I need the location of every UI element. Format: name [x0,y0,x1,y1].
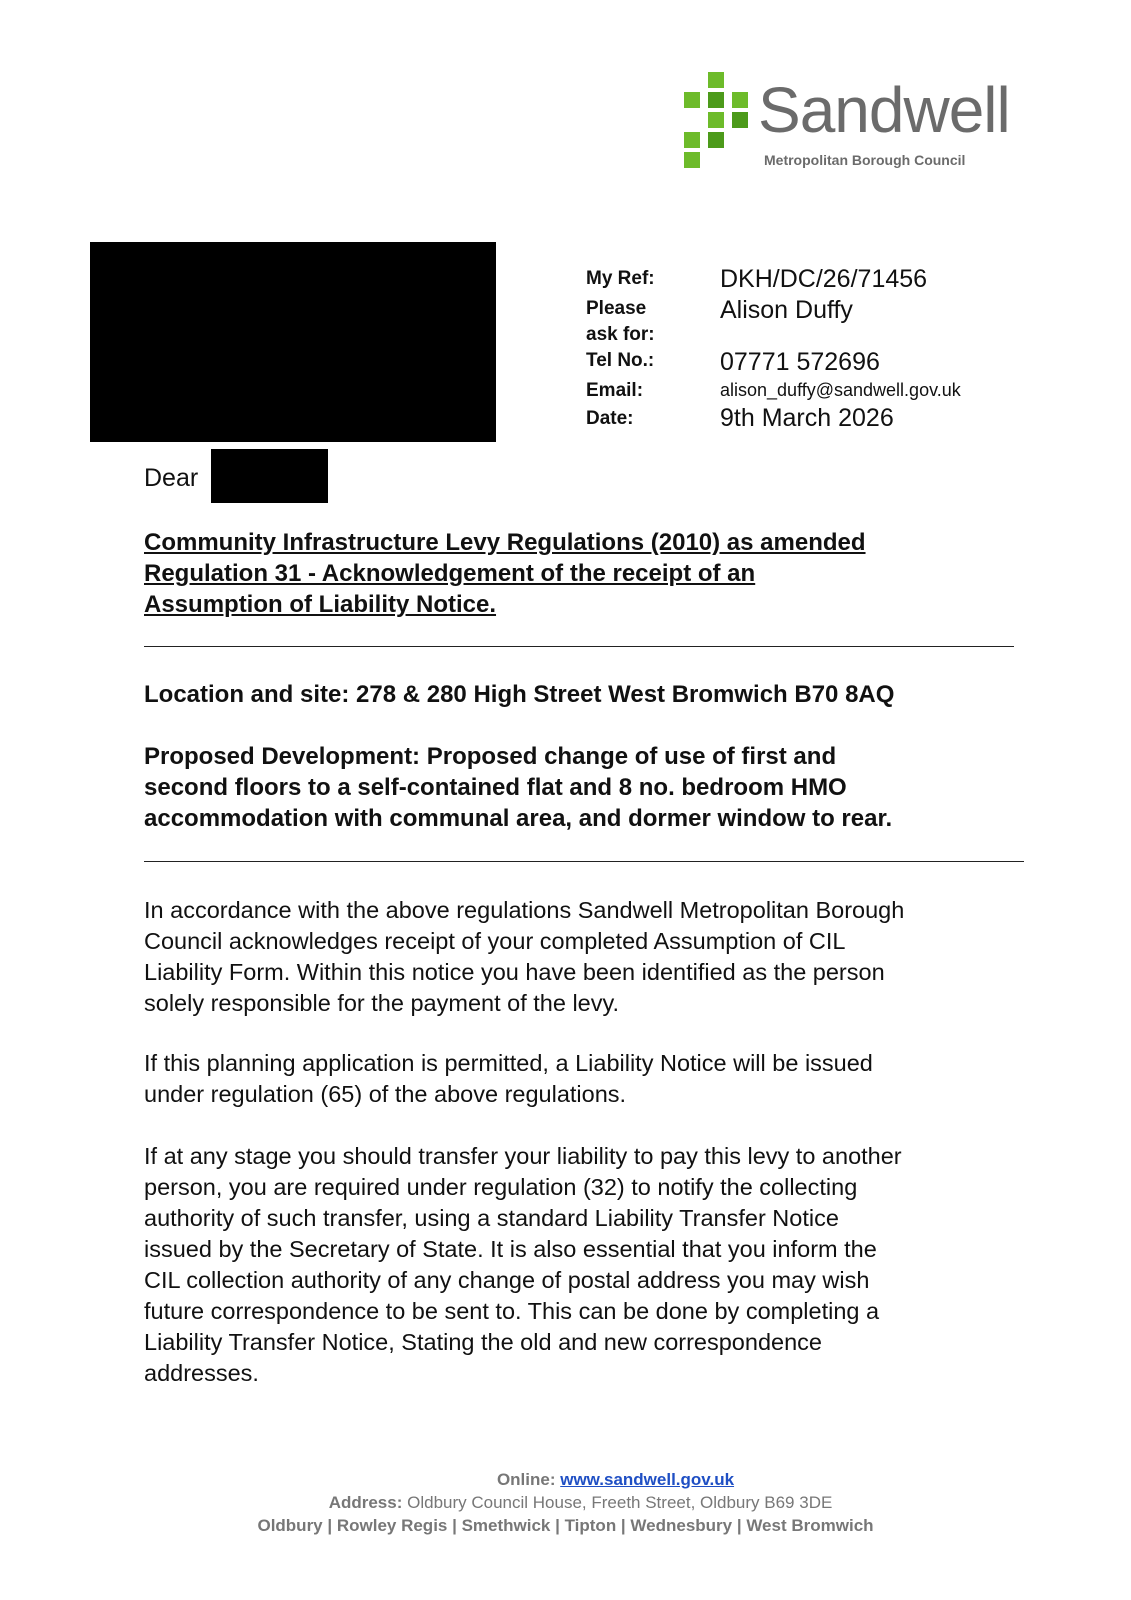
tel-value: 07771 572696 [720,348,880,376]
online-label: Online: [496,1470,556,1489]
subject-heading [144,527,1024,620]
paragraph-transfer [144,1141,1034,1389]
divider [144,646,1014,647]
proposal-line: Proposed Development: Proposed change of use of first and [144,743,837,770]
subject-line: Regulation 31 - Acknowledgement of the receipt of an [144,560,756,587]
paragraph-line: addresses. [144,1360,259,1386]
logo-wordmark: Sandwell [758,74,1010,146]
proposed-development [144,741,1024,834]
my-ref-label: My Ref: [586,268,655,289]
paragraph-line: In accordance with the above regulations Sandwell Metropolitan Borough [144,897,905,923]
paragraph-line: issued by the Secretary of State. It is also essential that you inform the [144,1236,877,1262]
proposal-line: second floors to a self-contained flat and 8 no. bedroom HMO [144,774,847,801]
paragraph-line: authority of such transfer, using a standard Liability Transfer Notice [144,1205,839,1231]
salutation: Dear [144,464,199,492]
logo-squares [684,72,748,168]
paragraph-line: Council acknowledges receipt of your completed Assumption of CIL [144,928,846,954]
paragraph-line: person, you are required under regulation (32) to notify the collecting [144,1174,858,1200]
email-value: alison_duffy@sandwell.gov.uk [720,380,961,400]
redacted-recipient-address [90,242,496,442]
website-link[interactable]: www.sandwell.gov.uk [560,1470,735,1489]
paragraph-liability-notice [144,1048,1034,1110]
paragraph-line: under regulation (65) of the above regulations. [144,1081,627,1107]
paragraph-line: future correspondence to be sent to. This can be done by completing a [144,1298,880,1324]
my-ref-value: DKH/DC/26/71456 [720,265,928,293]
ask-for-value: Alison Duffy [720,296,853,324]
subject-line: Community Infrastructure Levy Regulations (2010) as amended [144,529,866,556]
sandwell-logo-icon [684,72,756,170]
date-label: Date: [586,408,634,429]
paragraph-line: Liability Form. Within this notice you have been identified as the person [144,959,885,985]
ask-for-label-1: Please [586,298,647,319]
location-and-site: Location and site: 278 & 280 High Street West Bromwich B70 8AQ [144,681,895,708]
subject-line: Assumption of Liability Notice. [144,591,497,618]
divider [144,861,1024,862]
proposal-line: accommodation with communal area, and dormer window to rear. [144,805,893,832]
paragraph-line: CIL collection authority of any change of postal address you may wish [144,1267,870,1293]
paragraph-line: If this planning application is permitted, a Liability Notice will be issued [144,1050,873,1076]
footer-online [0,1468,1131,1491]
footer [0,1468,1131,1537]
paragraph-acknowledgement [144,895,1034,1019]
paragraph-line: Liability Transfer Notice, Stating the old and new correspondence [144,1329,822,1355]
tel-label: Tel No.: [586,350,655,371]
footer-address [0,1491,1131,1514]
address-value: Oldbury Council House, Freeth Street, Oldbury B69 3DE [407,1493,833,1512]
logo-subtitle: Metropolitan Borough Council [764,152,966,168]
redacted-recipient-name [211,449,328,503]
footer-towns: Oldbury | Rowley Regis | Smethwick | Tipton | Wednesbury | West Bromwich [257,1516,874,1535]
paragraph-line: If at any stage you should transfer your liability to pay this levy to another [144,1143,902,1169]
email-label: Email: [586,380,644,401]
date-value: 9th March 2026 [720,404,894,432]
paragraph-line: solely responsible for the payment of the levy. [144,990,620,1016]
address-label: Address: [328,1493,403,1512]
ask-for-label-2: ask for: [586,324,655,345]
